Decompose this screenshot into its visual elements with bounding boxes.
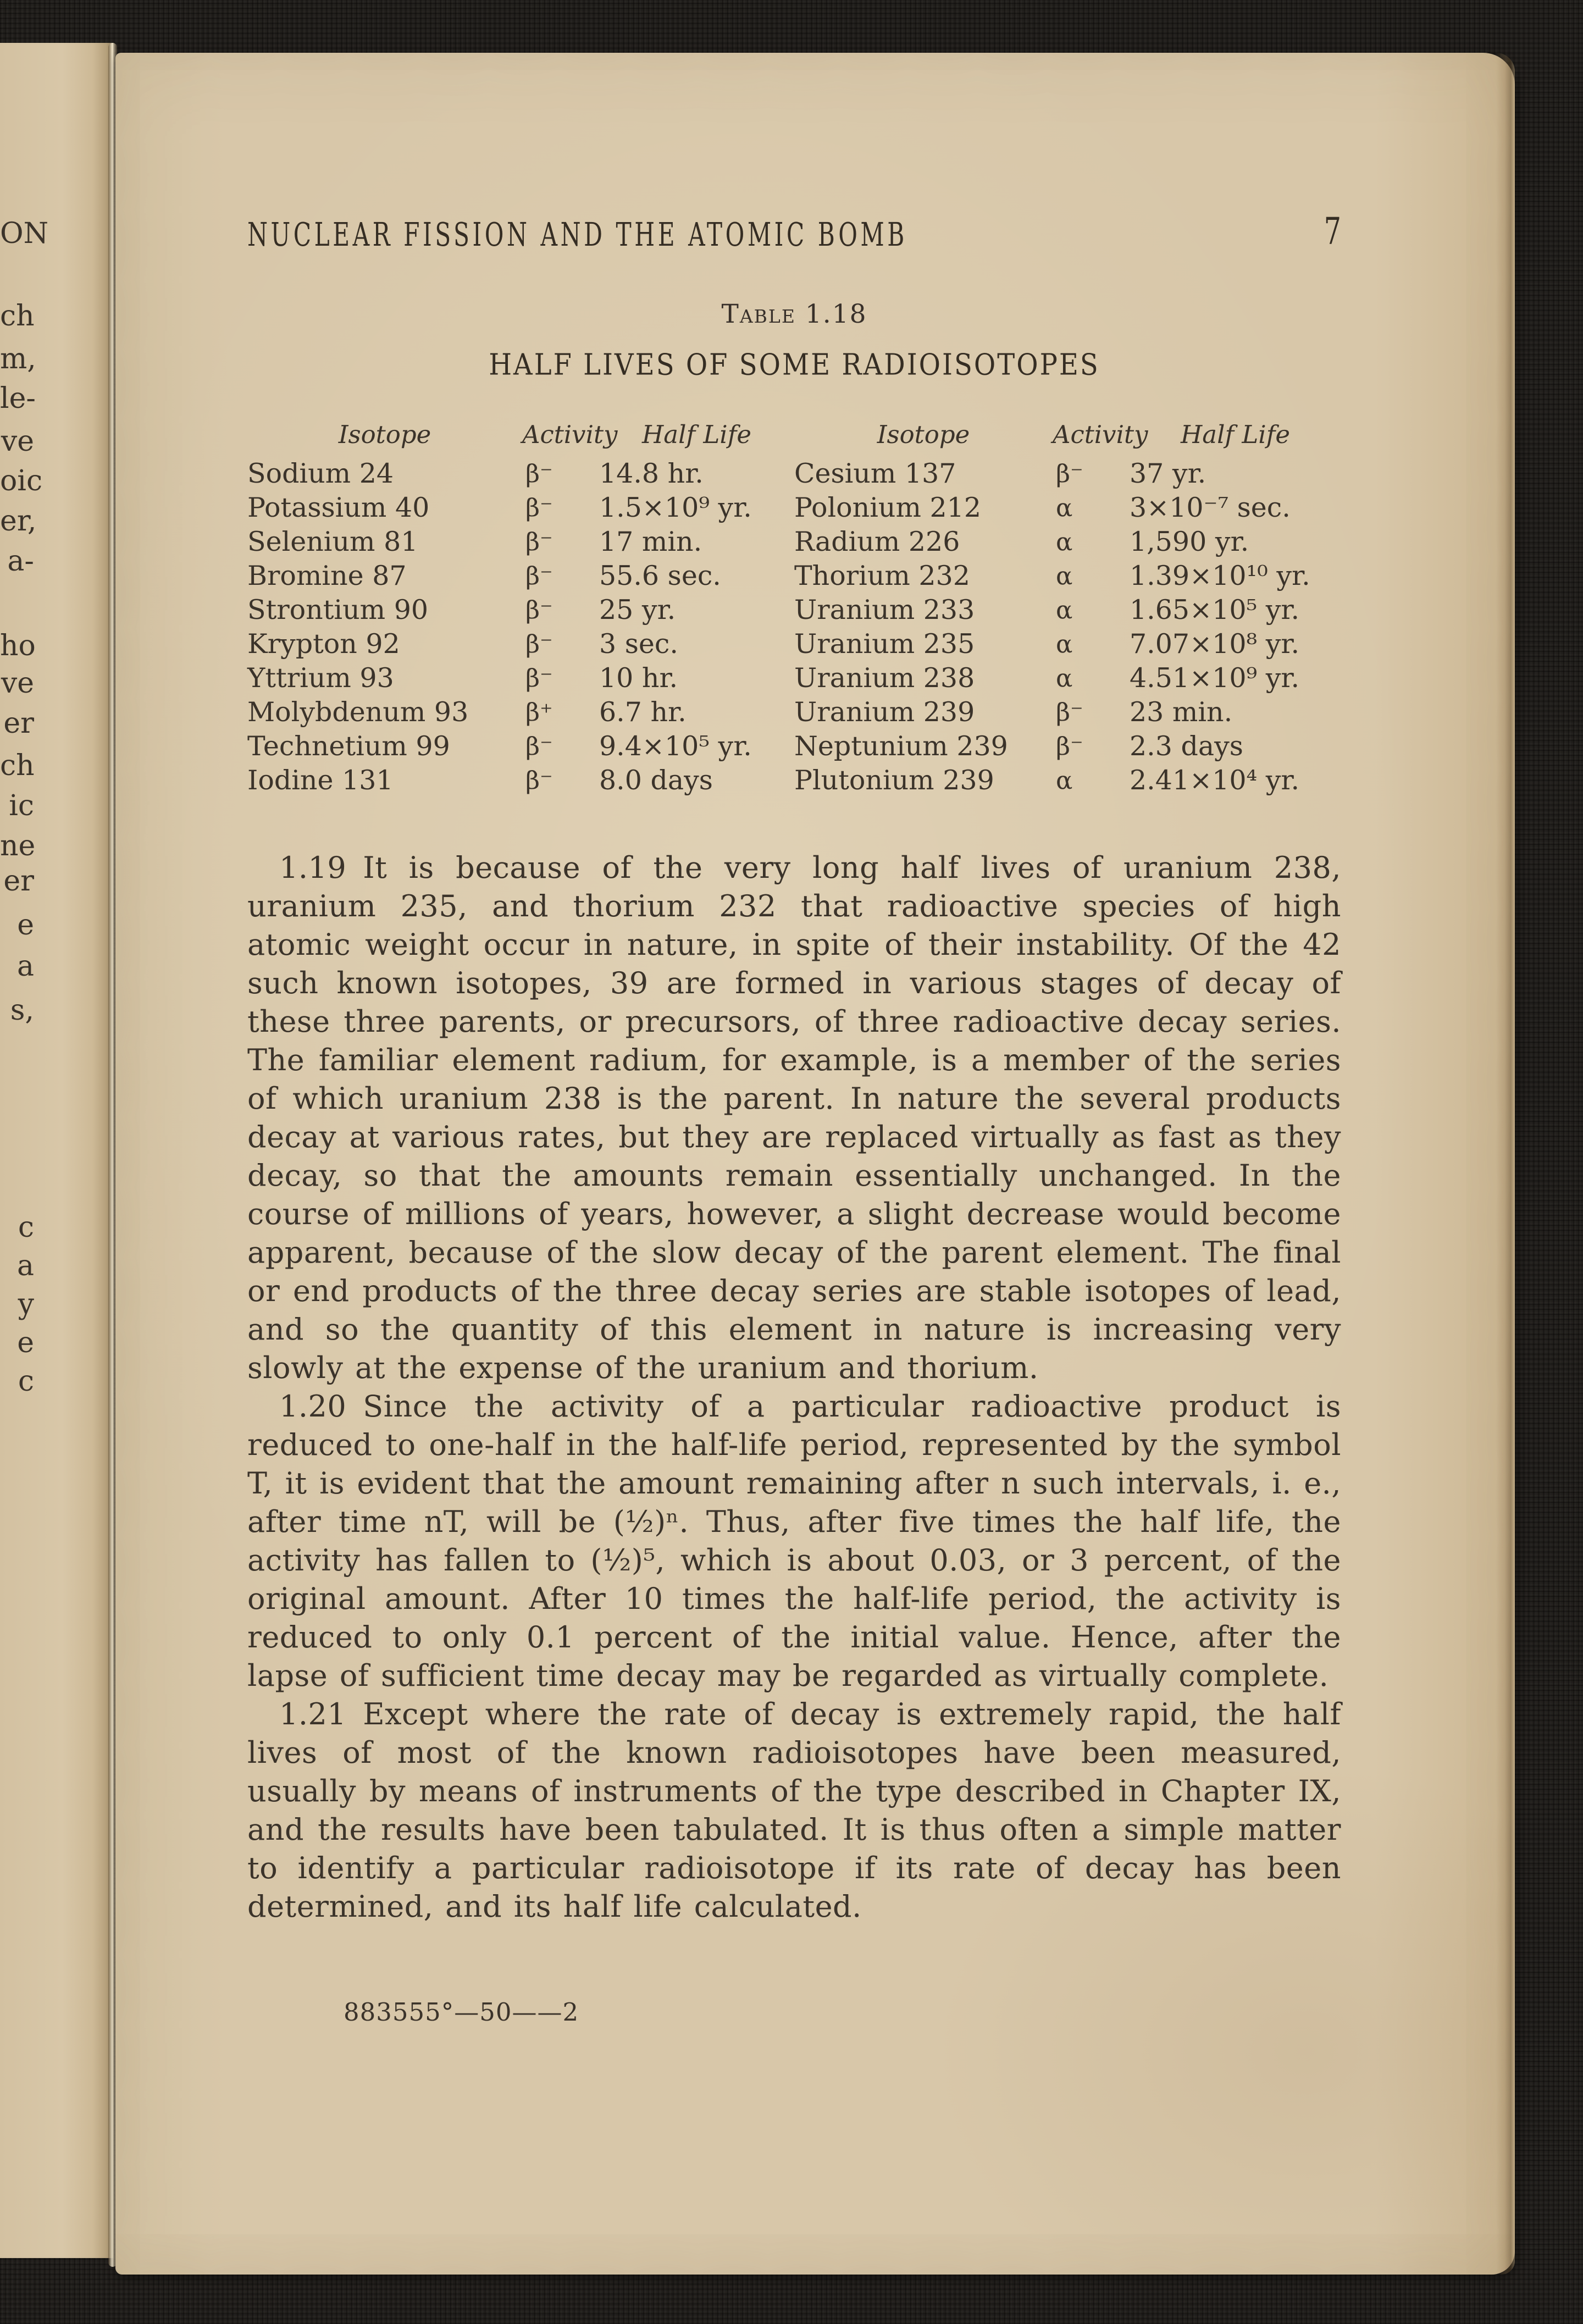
half-life-cell: 10 hr. bbox=[599, 662, 678, 694]
half-life-cell: 1,590 yr. bbox=[1130, 526, 1249, 557]
isotope-cell: Iodine 131 bbox=[247, 765, 394, 796]
activity-cell: β⁻ bbox=[525, 459, 553, 488]
activity-cell: β⁻ bbox=[525, 561, 553, 590]
half-life-cell: 2.41×10⁴ yr. bbox=[1130, 765, 1300, 796]
activity-cell: α bbox=[1056, 595, 1073, 624]
edge-text-fragment: oic bbox=[0, 464, 43, 497]
column-header: Activity bbox=[1053, 420, 1148, 449]
isotope-cell: Uranium 239 bbox=[794, 696, 975, 728]
column-header: Half Life bbox=[642, 420, 751, 449]
half-life-cell: 17 min. bbox=[599, 526, 702, 557]
activity-cell: β⁺ bbox=[525, 698, 553, 727]
isotope-cell: Uranium 238 bbox=[794, 662, 975, 694]
table-row bbox=[247, 526, 1341, 560]
isotope-cell: Krypton 92 bbox=[247, 628, 400, 660]
isotope-cell: Yttrium 93 bbox=[247, 662, 394, 694]
table-row bbox=[247, 458, 1341, 492]
table-row bbox=[247, 560, 1341, 594]
paragraph-text: Except where the rate of decay is extremely rapid, the half lives of most of the known radioisotopes have been measured, usually by means of instruments of the type described in Chapter IX, and the results have been tabulated. It is thus often a simple matter to identify a particular radioisotope if its rate of decay has been determined, and its half life calculated. bbox=[247, 1697, 1341, 1924]
half-life-cell: 55.6 sec. bbox=[599, 560, 721, 591]
paragraph-number: 1.21 bbox=[279, 1697, 347, 1731]
page-fore-edge bbox=[1496, 53, 1515, 2275]
half-life-cell: 1.65×10⁵ yr. bbox=[1130, 594, 1300, 626]
facing-page-edge bbox=[0, 43, 113, 2258]
isotope-cell: Uranium 233 bbox=[794, 594, 975, 626]
paragraph-text: Since the activity of a particular radioactive product is reduced to one-half in the half-life period, represented by the symbol T, it is evident that the amount remaining after n such intervals, i. e., after time nT, will be (½)ⁿ. Thus, after five times the half life, the activity has fallen to (½)⁵, which is about 0.03, or 3 percent, of the original amount. After 10 times the half-life period, the activity is reduced to only 0.1 percent of the initial value. Hence, after the lapse of sufficient time decay may be regarded as virtually complete. bbox=[247, 1389, 1341, 1693]
paragraph bbox=[247, 1695, 1341, 1926]
activity-cell: β⁻ bbox=[525, 629, 553, 659]
isotope-cell: Strontium 90 bbox=[247, 594, 429, 626]
halflife-table bbox=[247, 420, 1341, 799]
paragraph bbox=[247, 1387, 1341, 1695]
half-life-cell: 25 yr. bbox=[599, 594, 676, 626]
edge-text-fragment: ch bbox=[0, 300, 35, 333]
isotope-cell: Sodium 24 bbox=[247, 458, 394, 489]
half-life-cell: 37 yr. bbox=[1130, 458, 1206, 489]
isotope-cell: Technetium 99 bbox=[247, 731, 450, 762]
isotope-cell: Potassium 40 bbox=[247, 492, 430, 523]
activity-cell: β⁻ bbox=[1056, 698, 1083, 727]
half-life-cell: 2.3 days bbox=[1130, 731, 1243, 762]
column-header: Isotope bbox=[338, 420, 431, 449]
printers-mark: 883555°—50——2 bbox=[344, 1997, 579, 2027]
isotope-cell: Radium 226 bbox=[794, 526, 960, 557]
half-life-cell: 3×10⁻⁷ sec. bbox=[1130, 492, 1291, 523]
half-life-cell: 1.5×10⁹ yr. bbox=[599, 492, 752, 523]
half-life-cell: 7.07×10⁸ yr. bbox=[1130, 628, 1300, 660]
edge-text-fragment: y bbox=[18, 1288, 34, 1321]
activity-cell: β⁻ bbox=[525, 595, 553, 624]
table-row bbox=[247, 696, 1341, 731]
edge-text-fragment: er, bbox=[0, 505, 37, 538]
isotope-cell: Selenium 81 bbox=[247, 526, 418, 557]
edge-text-fragment: s, bbox=[10, 994, 34, 1027]
isotope-cell: Polonium 212 bbox=[794, 492, 982, 523]
edge-text-fragment: a- bbox=[7, 545, 34, 578]
half-life-cell: 1.39×10¹⁰ yr. bbox=[1130, 560, 1310, 591]
edge-text-fragment: e bbox=[17, 1326, 34, 1359]
activity-cell: β⁻ bbox=[525, 493, 553, 522]
half-life-cell: 4.51×10⁹ yr. bbox=[1130, 662, 1300, 694]
isotope-cell: Neptunium 239 bbox=[794, 731, 1008, 762]
isotope-cell: Uranium 235 bbox=[794, 628, 975, 660]
edge-text-fragment: le- bbox=[0, 382, 36, 415]
activity-cell: β⁻ bbox=[525, 527, 553, 556]
table-caption: Table 1.18 bbox=[721, 299, 867, 329]
isotope-cell: Plutonium 239 bbox=[794, 765, 994, 796]
isotope-cell: Thorium 232 bbox=[794, 560, 970, 591]
edge-text-fragment: a bbox=[16, 950, 34, 983]
activity-cell: β⁻ bbox=[525, 766, 553, 795]
table-title: HALF LIVES OF SOME RADIOISOTOPES bbox=[489, 347, 1100, 382]
activity-cell: β⁻ bbox=[1056, 732, 1083, 761]
edge-text-fragment: ic bbox=[9, 789, 34, 822]
book-page bbox=[115, 53, 1515, 2275]
page-number: 7 bbox=[1324, 211, 1341, 253]
activity-cell: α bbox=[1056, 766, 1073, 795]
activity-cell: β⁻ bbox=[1056, 459, 1083, 488]
edge-text-fragment: er bbox=[3, 707, 34, 740]
table-row bbox=[247, 594, 1341, 628]
running-header: NUCLEAR FISSION AND THE ATOMIC BOMB bbox=[247, 215, 907, 253]
table-row bbox=[247, 731, 1341, 765]
page-header-row bbox=[247, 211, 1341, 253]
column-header: Isotope bbox=[877, 420, 970, 449]
edge-text-fragment: a bbox=[16, 1249, 34, 1282]
isotope-cell: Bromine 87 bbox=[247, 560, 407, 591]
activity-cell: α bbox=[1056, 663, 1073, 693]
body-text bbox=[247, 849, 1341, 1926]
edge-text-fragment: c bbox=[18, 1365, 34, 1398]
column-header: Half Life bbox=[1181, 420, 1290, 449]
edge-text-fragment: ve bbox=[1, 425, 34, 458]
edge-text-fragment: m, bbox=[0, 342, 36, 375]
activity-cell: β⁻ bbox=[525, 663, 553, 693]
half-life-cell: 14.8 hr. bbox=[599, 458, 704, 489]
edge-text-fragment: ho bbox=[0, 629, 36, 662]
paragraph-number: 1.20 bbox=[279, 1389, 347, 1424]
paragraph-number: 1.19 bbox=[279, 850, 347, 885]
half-life-cell: 3 sec. bbox=[599, 628, 678, 660]
edge-text-fragment: ON bbox=[0, 217, 49, 250]
table-row bbox=[247, 492, 1341, 526]
table-header-row bbox=[247, 420, 1341, 449]
activity-cell: α bbox=[1056, 561, 1073, 590]
edge-text-fragment: ch bbox=[0, 749, 35, 782]
activity-cell: β⁻ bbox=[525, 732, 553, 761]
half-life-cell: 6.7 hr. bbox=[599, 696, 687, 728]
paragraph-text: It is because of the very long half lives of uranium 238, uranium 235, and thorium 232 that radioactive species of high atomic weight occur in nature, in spite of their instability. Of the 42 such known isotopes, 39 are formed in various stages of decay of these three parents, or precursors, of three radioactive decay series. The familiar element radium, for example, is a member of the series of which uranium 238 is the parent. In nature the several products decay at various rates, but they are replaced virtually as fast as they decay, so that the amounts remain essentially unchanged. In the course of millions of years, however, a slight decrease would become apparent, because of the slow decay of the parent element. The final or end products of the three decay series are stable isotopes of lead, and so the quantity of this element in nature is increasing very slowly at the expense of the uranium and thorium. bbox=[247, 850, 1341, 1385]
half-life-cell: 9.4×10⁵ yr. bbox=[599, 731, 752, 762]
edge-text-fragment: ve bbox=[1, 667, 34, 700]
activity-cell: α bbox=[1056, 629, 1073, 659]
table-row bbox=[247, 628, 1341, 662]
paragraph bbox=[247, 849, 1341, 1387]
edge-text-fragment: er bbox=[3, 865, 34, 898]
edge-text-fragment: ne bbox=[0, 829, 36, 862]
activity-cell: α bbox=[1056, 527, 1073, 556]
column-header: Activity bbox=[522, 420, 618, 449]
activity-cell: α bbox=[1056, 493, 1073, 522]
isotope-cell: Molybdenum 93 bbox=[247, 696, 469, 728]
edge-text-fragment: e bbox=[17, 909, 34, 942]
table-row bbox=[247, 765, 1341, 799]
edge-text-fragment: c bbox=[18, 1211, 34, 1244]
isotope-cell: Cesium 137 bbox=[794, 458, 956, 489]
half-life-cell: 8.0 days bbox=[599, 765, 713, 796]
half-life-cell: 23 min. bbox=[1130, 696, 1233, 728]
table-body bbox=[247, 458, 1341, 799]
table-row bbox=[247, 662, 1341, 696]
